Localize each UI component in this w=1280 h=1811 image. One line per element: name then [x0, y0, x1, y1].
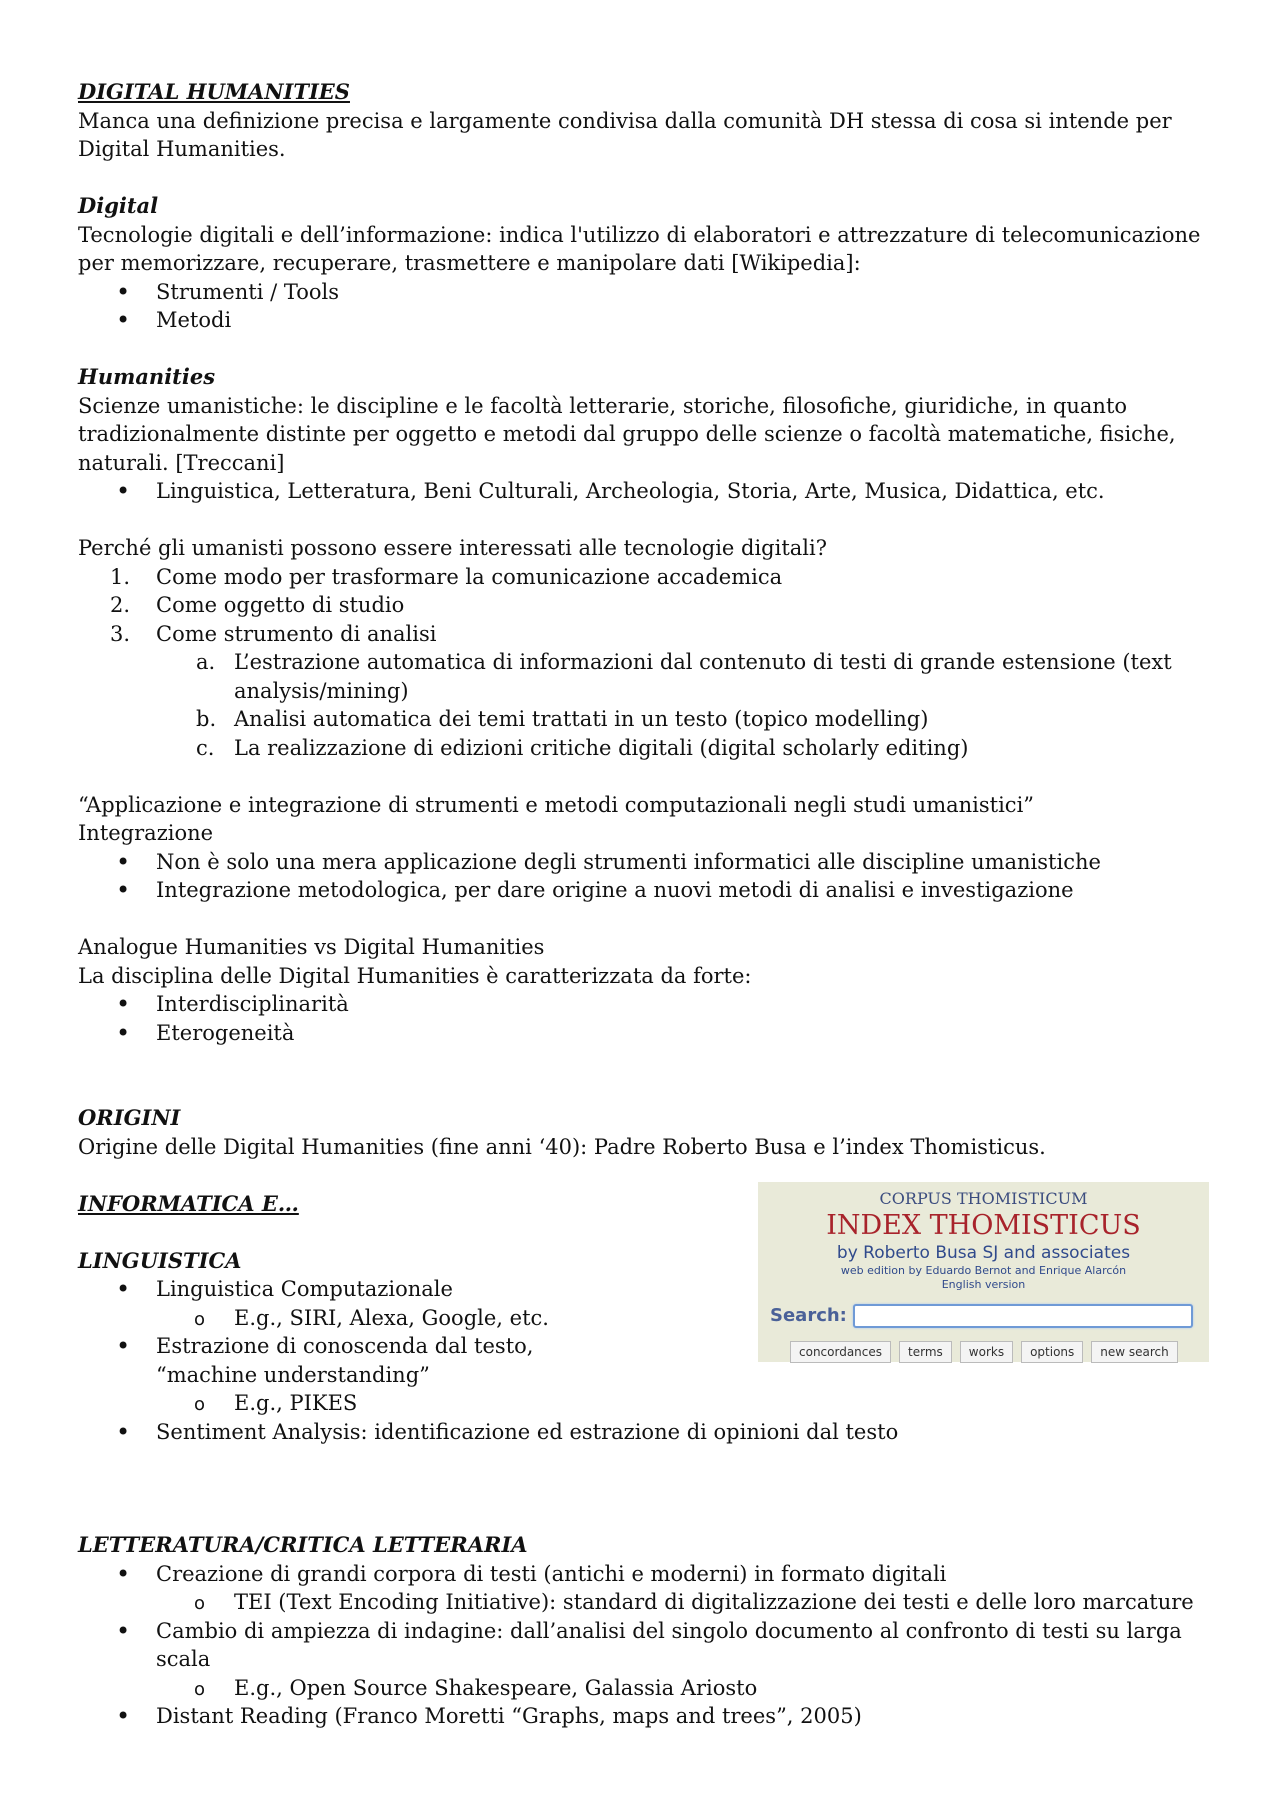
list-item: c. La realizzazione di edizioni critiche digitali (digital scholarly editing)	[196, 735, 969, 760]
list-item: • Sentiment Analysis: identificazione ed estrazione di opinioni dal testo	[78, 1418, 1208, 1447]
button-row	[790, 1341, 1209, 1363]
terms-button[interactable]: terms	[899, 1341, 952, 1363]
heading-letteratura: LETTERATURA/CRITICA LETTERARIA	[78, 1532, 528, 1557]
digital-text: Tecnologie digitali e dell’informazione: indica l'utilizzo di elaboratori e attrezzature di telecomunicazione per memorizzare, recuperare, trasmettere e manipolare dati [Wikipedia]:	[78, 222, 1201, 275]
list-item: o E.g., Open Source Shakespeare, Galassia Ariosto	[78, 1674, 1208, 1703]
list-item: o TEI (Text Encoding Initiative): standard di digitalizzazione dei testi e delle loro marcature	[78, 1588, 1208, 1617]
index-title: INDEX THOMISTICUS	[826, 1210, 1141, 1241]
list-item: 3. Come strumento di analisi	[109, 621, 437, 646]
search-input[interactable]	[853, 1304, 1193, 1328]
list-item: • Distant Reading (Franco Moretti “Graphs, maps and trees”, 2005)	[78, 1702, 1208, 1731]
linguistica-list-cont	[78, 1418, 1208, 1447]
heading-digital: Digital	[78, 193, 159, 218]
analogue-list	[78, 990, 1208, 1047]
humanities-list	[78, 477, 1208, 506]
list-item: • Metodi	[78, 306, 1208, 335]
author-line: by Roberto Busa SJ and associates	[836, 1243, 1131, 1263]
list-item: • Interdisciplinarità	[78, 990, 1208, 1019]
list-item: • Cambio di ampiezza di indagine: dall’analisi del singolo documento al confronto di testi su larga scala	[78, 1617, 1208, 1674]
concordances-button[interactable]: concordances	[790, 1341, 891, 1363]
why-list	[78, 563, 1208, 763]
list-item: b. Analisi automatica dei temi trattati in un testo (topico modelling)	[196, 707, 929, 731]
list-item: • Eterogeneità	[78, 1019, 1208, 1048]
index-thomisticus-screenshot	[758, 1182, 1209, 1362]
list-item: • Linguistica, Letteratura, Beni Culturali, Archeologia, Storia, Arte, Musica, Didattica, etc.	[78, 477, 1208, 506]
options-button[interactable]: options	[1021, 1341, 1083, 1363]
list-item: 1. Come modo per trasformare la comunicazione accademica	[109, 564, 783, 589]
document-page	[78, 78, 1208, 1731]
integration-title: Integrazione	[78, 821, 214, 845]
analogue-text: La disciplina delle Digital Humanities è caratterizzata da forte:	[78, 963, 752, 988]
heading-digital-humanities: DIGITAL HUMANITIES	[78, 79, 350, 104]
list-item: o E.g., SIRI, Alexa, Google, etc.	[78, 1304, 638, 1333]
dh-intro: Manca una definizione precisa e largamente condivisa dalla comunità DH stessa di cosa si intende per Digital Humanities.	[78, 108, 1172, 161]
letteratura-list	[78, 1560, 1208, 1731]
list-item: • Creazione di grandi corpora di testi (antichi e moderni) in formato digitali	[78, 1560, 1208, 1589]
list-item: 2. Come oggetto di studio	[109, 593, 405, 617]
why-question: Perché gli umanisti possono essere interessati alle tecnologie digitali?	[78, 536, 827, 560]
edition-line: web edition by Eduardo Bernot and Enrique Alarcón	[840, 1264, 1127, 1277]
integration-list	[78, 848, 1208, 905]
search-label: Search:	[770, 1305, 847, 1326]
language-line: English version	[941, 1278, 1026, 1291]
humanities-text: Scienze umanistiche: le discipline e le facoltà letterarie, storiche, filosofiche, giuridiche, in quanto tradizionalmente distinte per oggetto e metodi dal gruppo delle scienze o facoltà matematiche, fisiche, naturali. [Treccani]	[78, 393, 1176, 475]
origini-text: Origine delle Digital Humanities (fine anni ‘40): Padre Roberto Busa e l’index Thomisticus.	[78, 1134, 1046, 1159]
quote: “Applicazione e integrazione di strumenti e metodi computazionali negli studi umanistici”	[78, 792, 1035, 817]
new-search-button[interactable]: new search	[1091, 1341, 1177, 1363]
list-item: • Non è solo una mera applicazione degli strumenti informatici alle discipline umanistiche	[78, 848, 1208, 877]
linguistica-list	[78, 1275, 638, 1418]
works-button[interactable]: works	[960, 1341, 1013, 1363]
list-item: • Linguistica Computazionale	[78, 1275, 638, 1304]
analogue-title: Analogue Humanities vs Digital Humanities	[78, 935, 545, 959]
list-item: a. L’estrazione automatica di informazioni dal contenuto di testi di grande estensione (text analysis/mining)	[196, 650, 1172, 703]
heading-linguistica: LINGUISTICA	[78, 1247, 242, 1273]
list-item: o E.g., PIKES	[78, 1389, 638, 1418]
heading-humanities: Humanities	[78, 364, 216, 389]
search-row	[770, 1302, 1209, 1331]
list-item: • Strumenti / Tools	[78, 278, 1208, 307]
list-item: • Integrazione metodologica, per dare origine a nuovi metodi di analisi e investigazione	[78, 876, 1208, 905]
heading-origini: ORIGINI	[78, 1105, 181, 1130]
corpus-title: CORPUS THOMISTICUM	[879, 1189, 1088, 1208]
digital-list	[78, 278, 1208, 335]
list-item: • Estrazione di conoscenda dal testo, “machine understanding”	[78, 1332, 638, 1389]
heading-informatica: INFORMATICA E…	[78, 1190, 299, 1216]
